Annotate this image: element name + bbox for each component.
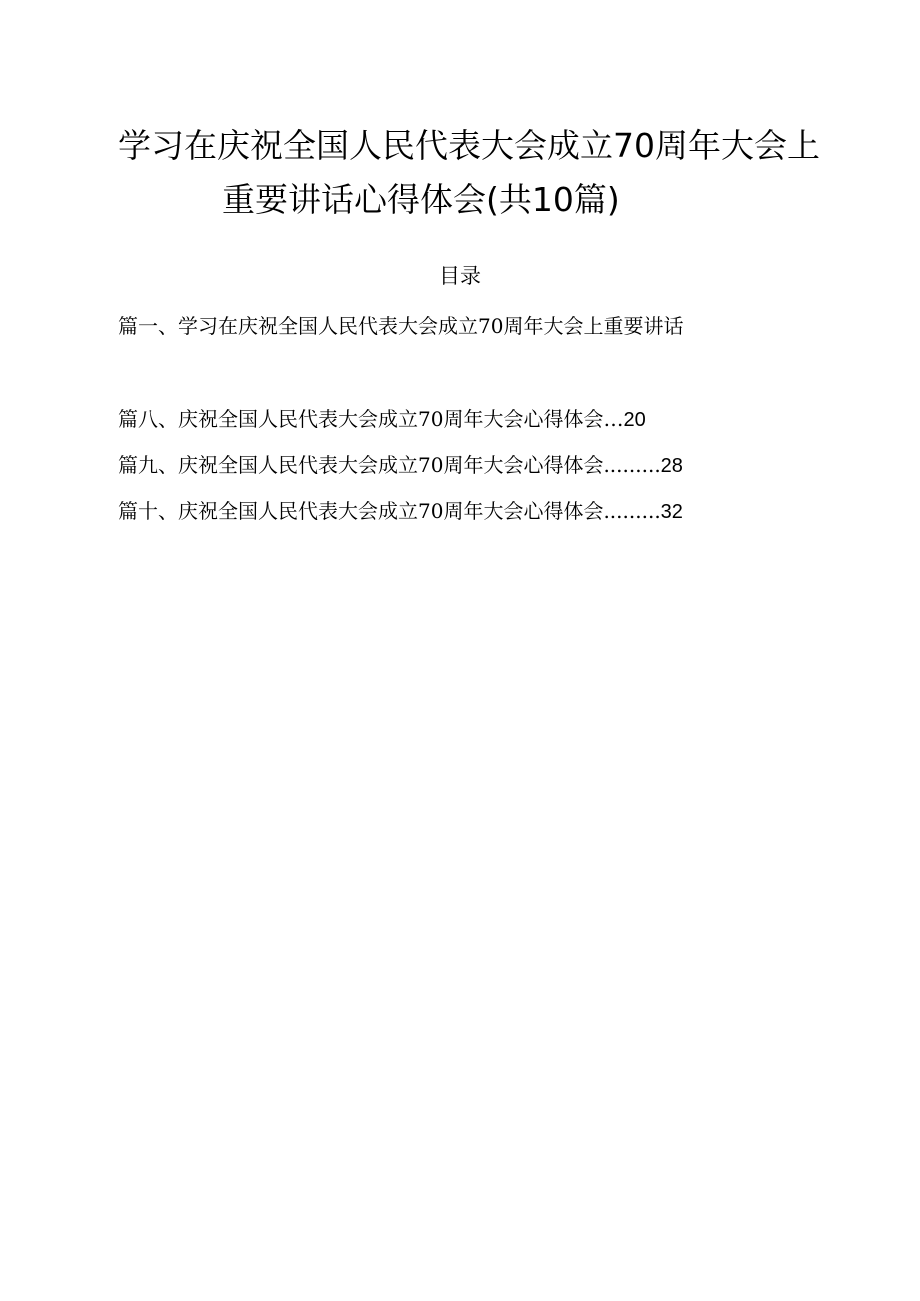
document-title-line-1: 学习在庆祝全国人民代表大会成立70周年大会上 [118, 126, 820, 165]
toc-entry-text: 篇八、庆祝全国人民代表大会成立70周年大会心得体会 [118, 407, 604, 431]
toc-entry-page: 28 [660, 455, 683, 477]
toc-entry-text: 篇一、学习在庆祝全国人民代表大会成立70周年大会上重要讲话 [118, 314, 684, 338]
toc-entry-page: 20 [623, 409, 646, 431]
document-title-line-2: 重要讲话心得体会(共10篇) [222, 180, 620, 219]
toc-entry[interactable] [118, 312, 683, 341]
toc-entry[interactable] [118, 497, 683, 526]
toc-entry[interactable] [118, 405, 646, 434]
toc-heading: 目录 [439, 264, 481, 288]
toc-entry-leader: … [603, 407, 624, 431]
toc-entry-leader: ......... [603, 453, 661, 477]
toc-entry-leader: ......... [603, 499, 661, 523]
toc-entry-text: 篇十、庆祝全国人民代表大会成立70周年大会心得体会 [118, 499, 604, 523]
toc-entry-page: 32 [660, 501, 683, 523]
toc-entry[interactable] [118, 451, 683, 480]
toc-entry-text: 篇九、庆祝全国人民代表大会成立70周年大会心得体会 [118, 453, 604, 477]
